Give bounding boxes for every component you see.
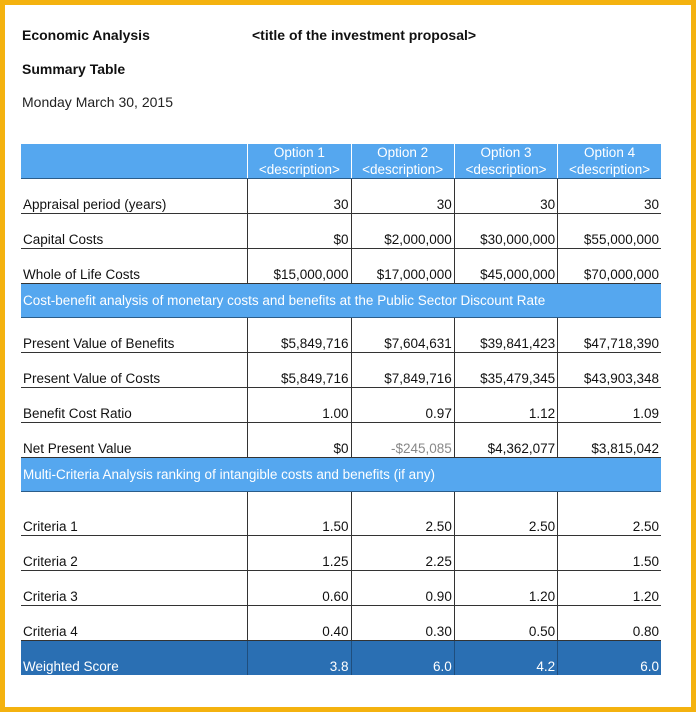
table-cell: 0.80	[558, 606, 661, 641]
table-cell: 0.50	[454, 606, 557, 641]
summary-table	[21, 144, 661, 675]
table-cell	[454, 536, 557, 571]
section-title: Multi-Criteria Analysis ranking of intangible costs and benefits (if any)	[21, 458, 661, 492]
table-cell: 1.50	[248, 492, 351, 536]
table-cell: $43,903,348	[558, 353, 661, 388]
column-header-option-3: Option 3 <description>	[454, 144, 557, 179]
proposal-title: <title of the investment proposal>	[252, 27, 477, 43]
table-row	[21, 353, 661, 388]
table-cell: $70,000,000	[558, 249, 661, 284]
table-row	[21, 492, 661, 536]
table-cell: 1.00	[248, 388, 351, 423]
table-cell: $30,000,000	[454, 214, 557, 249]
section-title: Cost-benefit analysis of monetary costs and benefits at the Public Sector Discount Rate	[21, 284, 661, 318]
table-cell: 6.0	[558, 641, 661, 676]
table-cell: $5,849,716	[248, 353, 351, 388]
row-label: Criteria 2	[21, 536, 248, 571]
column-header-option-4: Option 4 <description>	[558, 144, 661, 179]
table-cell: 0.97	[351, 388, 454, 423]
table-cell: $3,815,042	[558, 423, 661, 458]
doc-title: Economic Analysis	[22, 27, 150, 43]
table-cell: $35,479,345	[454, 353, 557, 388]
row-label: Net Present Value	[21, 423, 248, 458]
table-cell: 30	[351, 179, 454, 214]
table-cell: $7,849,716	[351, 353, 454, 388]
row-label: Criteria 4	[21, 606, 248, 641]
weighted-score-row	[21, 641, 661, 676]
table-cell: 0.30	[351, 606, 454, 641]
row-label: Whole of Life Costs	[21, 249, 248, 284]
table-cell: $2,000,000	[351, 214, 454, 249]
doc-subtitle: Summary Table	[22, 61, 126, 77]
table-cell: 3.8	[248, 641, 351, 676]
table-cell: 2.50	[558, 492, 661, 536]
table-cell: $4,362,077	[454, 423, 557, 458]
table-cell: 1.20	[454, 571, 557, 606]
row-label: Weighted Score	[21, 641, 248, 676]
table-cell: 1.20	[558, 571, 661, 606]
table-cell: 1.09	[558, 388, 661, 423]
table-header-row	[21, 144, 661, 179]
table-cell: 1.25	[248, 536, 351, 571]
row-label: Criteria 1	[21, 492, 248, 536]
table-row	[21, 423, 661, 458]
table-cell: 6.0	[351, 641, 454, 676]
header-blank-cell	[21, 144, 248, 179]
table-cell: $7,604,631	[351, 318, 454, 353]
table-cell: $39,841,423	[454, 318, 557, 353]
table-cell: $47,718,390	[558, 318, 661, 353]
table-cell: $15,000,000	[248, 249, 351, 284]
table-cell: 2.50	[454, 492, 557, 536]
row-label: Present Value of Benefits	[21, 318, 248, 353]
row-label: Criteria 3	[21, 571, 248, 606]
table-row	[21, 249, 661, 284]
table-cell: $17,000,000	[351, 249, 454, 284]
doc-date: Monday March 30, 2015	[22, 94, 173, 110]
table-cell: $45,000,000	[454, 249, 557, 284]
column-header-option-1: Option 1 <description>	[248, 144, 351, 179]
table-cell: 30	[248, 179, 351, 214]
table-cell: $0	[248, 423, 351, 458]
table-cell: 1.12	[454, 388, 557, 423]
row-label: Present Value of Costs	[21, 353, 248, 388]
section-header-mca	[21, 458, 661, 492]
table-row	[21, 214, 661, 249]
table-cell: 0.60	[248, 571, 351, 606]
table-cell: 4.2	[454, 641, 557, 676]
row-label: Benefit Cost Ratio	[21, 388, 248, 423]
table-row	[21, 179, 661, 214]
row-label: Capital Costs	[21, 214, 248, 249]
table-row	[21, 536, 661, 571]
table-row	[21, 606, 661, 641]
table-cell: 1.50	[558, 536, 661, 571]
row-label: Appraisal period (years)	[21, 179, 248, 214]
table-cell: 2.50	[351, 492, 454, 536]
column-header-option-2: Option 2 <description>	[351, 144, 454, 179]
table-row	[21, 571, 661, 606]
table-cell: $0	[248, 214, 351, 249]
table-row	[21, 388, 661, 423]
table-cell: 30	[558, 179, 661, 214]
table-cell: 0.40	[248, 606, 351, 641]
table-cell: $5,849,716	[248, 318, 351, 353]
table-row	[21, 318, 661, 353]
section-header-cba	[21, 284, 661, 318]
table-cell: 30	[454, 179, 557, 214]
table-cell: 0.90	[351, 571, 454, 606]
table-cell: -$245,085	[351, 423, 454, 458]
table-cell: 2.25	[351, 536, 454, 571]
table-cell: $55,000,000	[558, 214, 661, 249]
